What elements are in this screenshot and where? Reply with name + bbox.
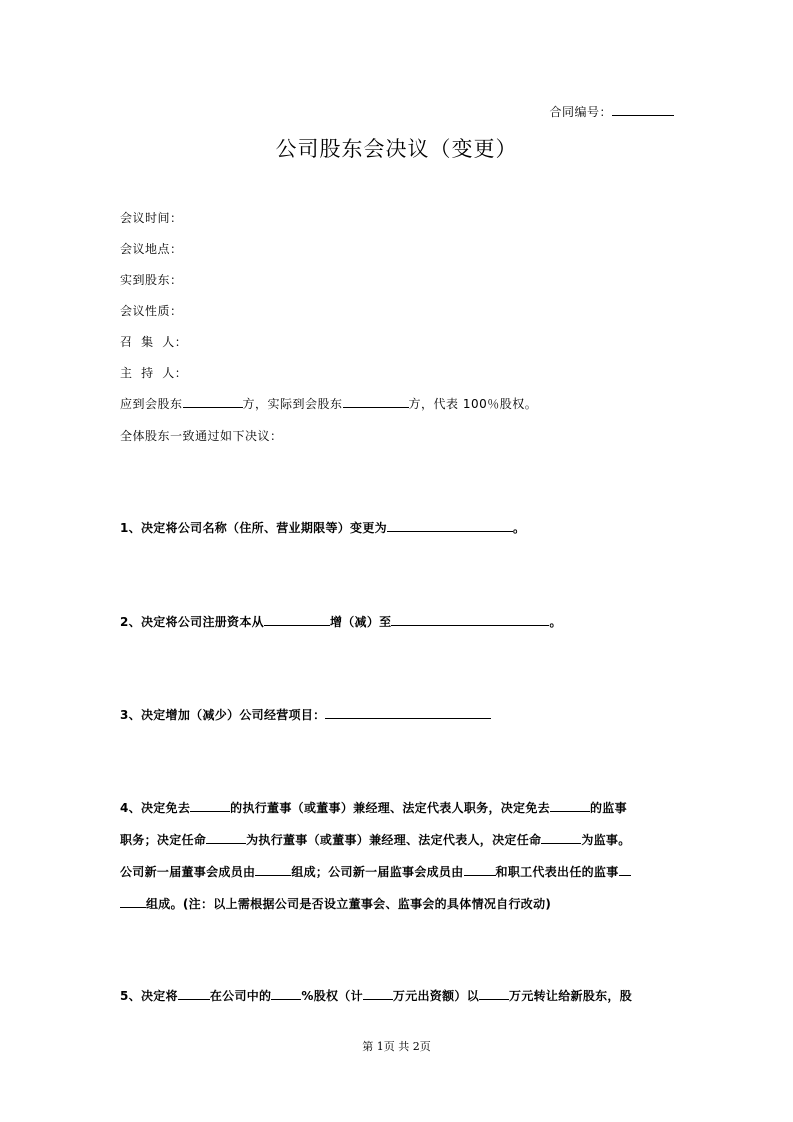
resolution-2-blank-from (264, 613, 330, 626)
resolution-4-blank-6 (464, 863, 496, 876)
resolution-2-text-c: 。 (549, 615, 562, 629)
resolution-5-blank-1 (178, 987, 210, 1000)
meeting-nature: 会议性质： (120, 304, 183, 318)
resolution-5-text-c: %股权（计 (301, 989, 363, 1003)
page-footer: 第 1页 共 2页 (362, 1040, 431, 1053)
resolution-4-blank-4 (541, 831, 581, 844)
meeting-attendees: 实到股东： (120, 273, 183, 287)
resolution-5 (120, 980, 675, 1012)
resolution-1-text-a: 1、决定将公司名称（住所、营业期限等）变更为 (120, 521, 387, 535)
resolution-4-l1-a: 4、决定免去 (120, 801, 191, 815)
resolution-5-text-a: 5、决定将 (120, 989, 178, 1003)
resolution-4-blank-2 (550, 799, 590, 812)
resolution-2-text-a: 2、决定将公司注册资本从 (120, 615, 264, 629)
resolution-5-text-e: 万元转让给新股东，股 (509, 989, 633, 1003)
document-title: 公司股东会决议（变更） (275, 137, 518, 161)
quorum-text-a: 应到会股东 (120, 397, 183, 411)
resolution-4-l2-a: 职务；决定任命 (120, 833, 207, 847)
quorum-text-b: 方，实际到会股东 (242, 397, 343, 411)
resolution-4-l2-b: 为执行董事（或董事）兼经理、法定代表人，决定任命 (246, 833, 542, 847)
resolution-2-text-b: 增（减）至 (329, 615, 392, 629)
resolution-4-blank-5 (255, 863, 291, 876)
contract-number-blank (612, 103, 674, 116)
resolution-4-l1-c: 的监事 (589, 801, 627, 815)
resolution-4-l3-c: 和职工代表出任的监事 (495, 865, 619, 879)
resolution-5-blank-4 (479, 987, 509, 1000)
contract-number-label: 合同编号： (549, 105, 612, 119)
quorum-text-c: 方，代表 100％股权。 (408, 397, 538, 411)
resolution-3-text-a: 3、决定增加（减少）公司经营项目： (120, 708, 326, 722)
resolution-3 (120, 699, 675, 731)
meeting-convener: 召 集 人： (120, 335, 188, 349)
resolution-4-blank-3 (206, 831, 246, 844)
resolution-5-blank-3 (363, 987, 393, 1000)
contract-number (549, 103, 674, 120)
resolution-3-blank-scope (325, 706, 491, 719)
resolution-5-blank-2 (271, 987, 301, 1000)
resolution-4-l4-a: 组成。(注：以上需根据公司是否设立董事会、监事会的具体情况自行改动) (146, 897, 552, 911)
resolution-4-blank-1 (190, 799, 230, 812)
resolution-4-l1-b: 的执行董事（或董事）兼经理、法定代表人职务，决定免去 (230, 801, 550, 815)
resolution-4 (120, 792, 675, 920)
meeting-place: 会议地点： (120, 242, 183, 256)
resolution-4-l3-a: 公司新一届董事会成员由 (120, 865, 256, 879)
meeting-time: 会议时间： (120, 211, 183, 225)
quorum-blank-actual (343, 395, 409, 408)
quorum-line (120, 395, 537, 412)
resolution-5-text-d: 万元出资额）以 (392, 989, 480, 1003)
resolution-4-blank-7b (120, 895, 146, 908)
quorum-blank-required (183, 395, 243, 408)
resolution-1-text-b: 。 (512, 521, 526, 535)
resolution-4-l3-b: 组成；公司新一届监事会成员由 (291, 865, 464, 879)
resolution-2-blank-to (391, 613, 549, 626)
resolution-1-blank-name (387, 519, 513, 532)
resolution-1 (120, 512, 675, 544)
resolution-5-text-b: 在公司中的 (209, 989, 272, 1003)
resolution-2 (120, 606, 675, 638)
resolution-4-blank-7a (619, 863, 631, 876)
meeting-host: 主 持 人： (120, 366, 188, 380)
resolution-intro: 全体股东一致通过如下决议： (120, 429, 283, 443)
resolution-4-l2-c: 为监事。 (581, 833, 631, 847)
